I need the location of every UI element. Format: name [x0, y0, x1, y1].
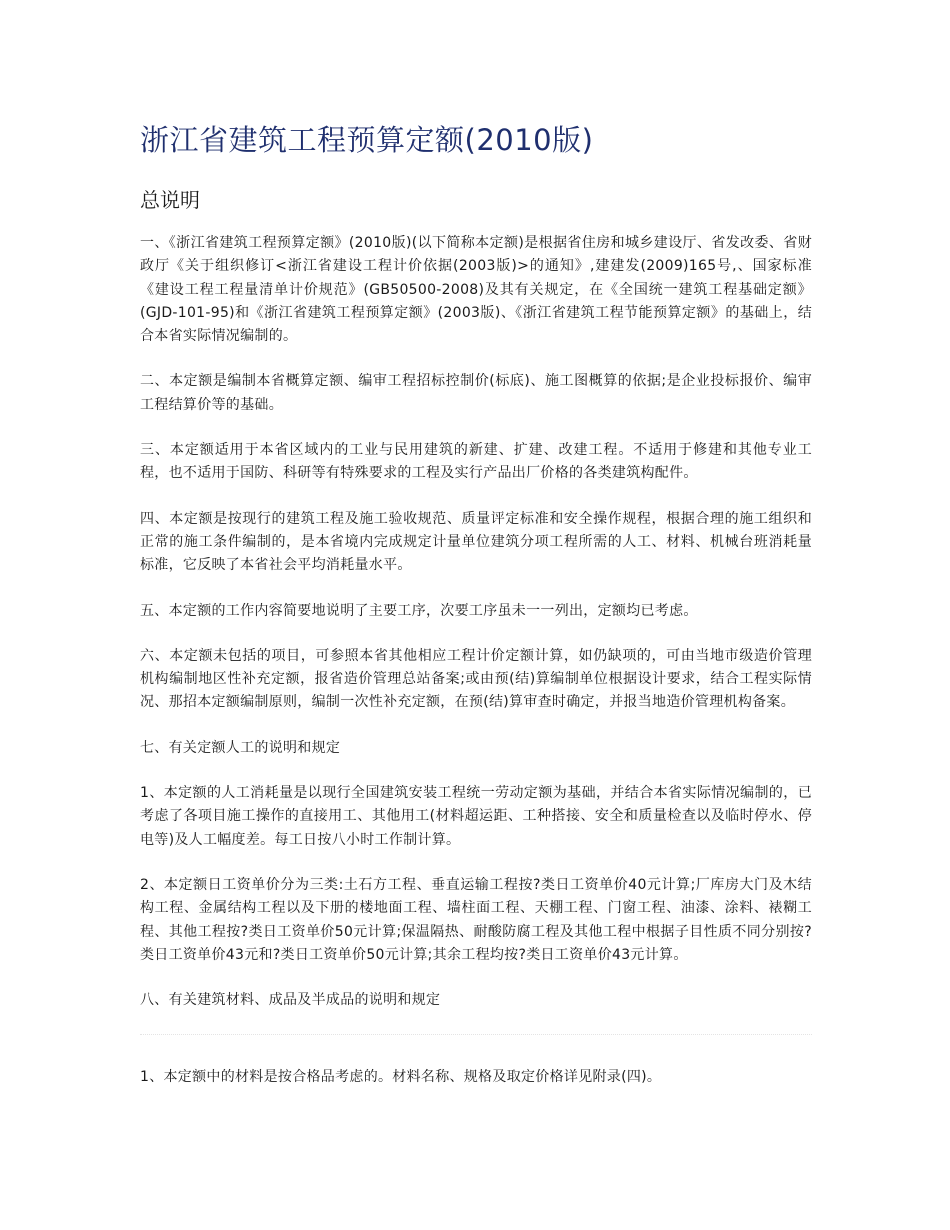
section-heading: 总说明 [140, 188, 200, 212]
paragraph-2: 二、本定额是编制本省概算定额、编审工程招标控制价(标底)、施工图概算的依据;是企业投标报价、编审工程结算价等的基础。 [140, 373, 812, 413]
subsection-heading-labor: 七、有关定额人工的说明和规定 [140, 739, 341, 756]
paragraph-materials-1: 1、本定额中的材料是按合格品考虑的。材料名称、规格及取定价格详见附录(四)。 [140, 1069, 662, 1086]
document-body [140, 232, 812, 1112]
paragraph-4: 四、本定额是按现行的建筑工程及施工验收规范、质量评定标准和安全操作规程，根据合理的施工组织和正常的施工条件编制的，是本省境内完成规定计量单位建筑分项工程所需的人工、材料、机械台班消耗量标准，它反映了本省社会平均消耗量水平。 [140, 510, 812, 574]
paragraph-5: 五、本定额的工作内容简要地说明了主要工序，次要工序虽未一一列出，定额均已考虑。 [140, 602, 698, 619]
paragraph-3: 三、本定额适用于本省区域内的工业与民用建筑的新建、扩建、改建工程。不适用于修建和其他专业工程，也不适用于国防、科研等有特殊要求的工程及实行产品出厂价格的各类建筑构配件。 [140, 442, 812, 482]
page-divider [140, 1034, 812, 1036]
document-title: 浙江省建筑工程预算定额(2010版) [140, 123, 594, 157]
subsection-heading-materials: 八、有关建筑材料、成品及半成品的说明和规定 [140, 992, 441, 1009]
paragraph-6: 六、本定额未包括的项目，可参照本省其他相应工程计价定额计算，如仍缺项的，可由当地市级造价管理机构编制地区性补充定额，报省造价管理总站备案;或由预(结)算编制单位根据设计要求，结合工程实际情况、那招本定额编制原则，编制一次性补充定额，在预(结)算审查时确定，并报当地造价管理机构备案。 [140, 647, 812, 711]
paragraph-labor-2: 2、本定额日工资单价分为三类:土石方工程、垂直运输工程按?类日工资单价40元计算;厂库房大门及木结构工程、金属结构工程以及下册的楼地面工程、墙柱面工程、天棚工程、门窗工程、油漆、涂料、裱糊工程、其他工程按?类日工资单价50元计算;保温隔热、耐酸防腐工程及其他工程中根据子目性质不同分别按?类日工资单价43元和?类日工资单价50元计算;其余工程均按?类日工资单价43元计算。 [140, 876, 812, 963]
paragraph-labor-1: 1、本定额的人工消耗量是以现行全国建筑安装工程统一劳动定额为基础，并结合本省实际情况编制的，已考虑了各项目施工操作的直接用工、其他用工(材料超运距、工种搭接、安全和质量检查以及临时停水、停电等)及人工幅度差。每工日按八小时工作制计算。 [140, 785, 812, 848]
paragraph-1: 一、《浙江省建筑工程预算定额》(2010版)(以下简称本定额)是根据省住房和城乡建设厅、省发改委、省财政厅《关于组织修订<浙江省建设工程计价依据(2003版)>的通知》,建建发(2009)165号,、国家标准《建设工程工程量清单计价规范》(GB50500-2008)及其有关规定，在《全国统一建筑工程基础定额》(GJD-101-95)和《浙江省建筑工程预算定额》(2003版)、《浙江省建筑工程节能预算定额》的基础上，结合本省实际情况编制的。 [140, 235, 812, 345]
